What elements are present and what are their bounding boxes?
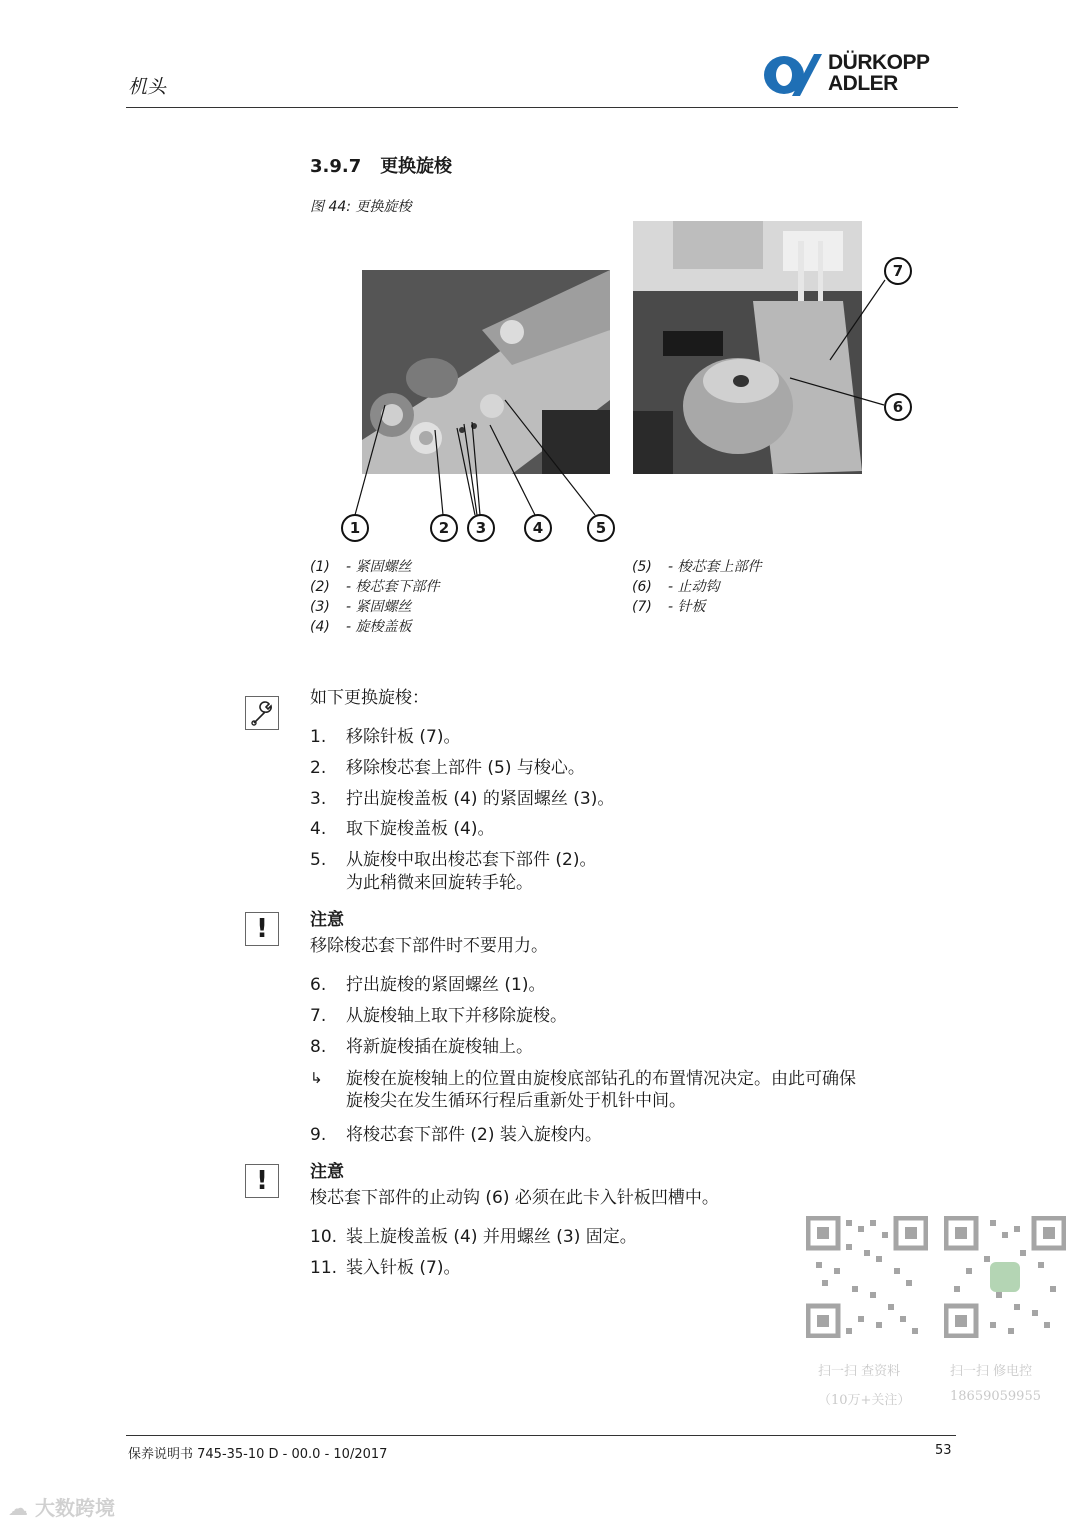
step-item: 3. 拧出旋梭盖板 (4) 的紧固螺丝 (3)。 [310,789,615,809]
step-item: 8. 将新旋梭插在旋梭轴上。 [310,1037,533,1057]
callout-7: 7 [884,257,912,285]
wrench-icon [245,696,279,730]
step-item: 5. 从旋梭中取出梭芯套下部件 (2)。 为此稍微来回旋转手轮。 [310,850,597,893]
callout-4: 4 [524,514,552,542]
callout-6: 6 [884,393,912,421]
page-number: 53 [935,1443,952,1458]
qr-left-caption: 扫一扫 查资料 （10万+关注） [818,1364,911,1408]
section-heading: 更换旋梭 [380,156,453,177]
section-title [310,152,452,178]
legend-left [310,557,440,637]
note-title: 注意 [310,910,344,930]
legend-item: (4) - 旋梭盖板 [310,619,412,635]
intro-text: 如下更换旋梭： [310,688,429,708]
result-text: 旋梭在旋梭轴上的位置由旋梭底部钻孔的布置情况决定。由此可确保 旋梭尖在发生循环行程后重新处于机针中间。 [346,1069,856,1111]
footer-doc-id: 保养说明书 745-35-10 D - 00.0 - 10/2017 [128,1447,388,1462]
step-item: 1. 移除针板 (7)。 [310,727,461,747]
leader-lines [340,250,920,550]
logo-mark-icon [762,50,822,100]
callout-1: 1 [341,514,369,542]
step-item: 9. 将梭芯套下部件 (2) 装入旋梭内。 [310,1125,602,1145]
brand-line1: DÜRKOPP [828,51,930,74]
legend-item: (7) - 针板 [632,599,706,615]
legend-item: (2) - 梭芯套下部件 [310,579,440,595]
warning-icon: ! [245,1164,279,1198]
qr-right-caption: 扫一扫 修电控 18659059955 [950,1364,1041,1404]
step-item: 11. 装入针板 (7)。 [310,1258,461,1278]
step-item: 4. 取下旋梭盖板 (4)。 [310,819,495,839]
callout-5: 5 [587,514,615,542]
step-item: 10. 装上旋梭盖板 (4) 并用螺丝 (3) 固定。 [310,1227,637,1247]
result-arrow-icon: ↳ [310,1069,323,1087]
note-text: 移除梭芯套下部件时不要用力。 [310,936,548,956]
legend-item: (5) - 梭芯套上部件 [632,559,762,575]
callout-3: 3 [467,514,495,542]
step-item: 6. 拧出旋梭的紧固螺丝 (1)。 [310,975,546,995]
section-number: 3.9.7 [310,156,362,177]
watermark-logo-icon: ☁ [8,1496,28,1520]
legend-item: (6) - 止动钩 [632,579,720,595]
header-title: 机头 [128,76,167,98]
step-item: 7. 从旋梭轴上取下并移除旋梭。 [310,1006,567,1026]
legend-right [632,557,762,617]
legend-item: (1) - 紧固螺丝 [310,559,412,575]
qr-code-right [944,1216,1066,1338]
step-item: 2. 移除梭芯套上部件 (5) 与梭心。 [310,758,585,778]
warning-icon: ! [245,912,279,946]
brand-line2: ADLER [828,72,898,95]
note-text: 梭芯套下部件的止动钩 (6) 必须在此卡入针板凹槽中。 [310,1188,719,1208]
note-title: 注意 [310,1162,344,1182]
qr-code-left [806,1216,928,1338]
callout-2: 2 [430,514,458,542]
footer-rule [126,1435,956,1436]
watermark: ☁ 大数跨境 [8,1496,115,1520]
header-rule [126,107,958,108]
figure-caption: 图 44: 更换旋梭 [310,199,412,215]
brand-logo [762,50,962,100]
legend-item: (3) - 紧固螺丝 [310,599,412,615]
